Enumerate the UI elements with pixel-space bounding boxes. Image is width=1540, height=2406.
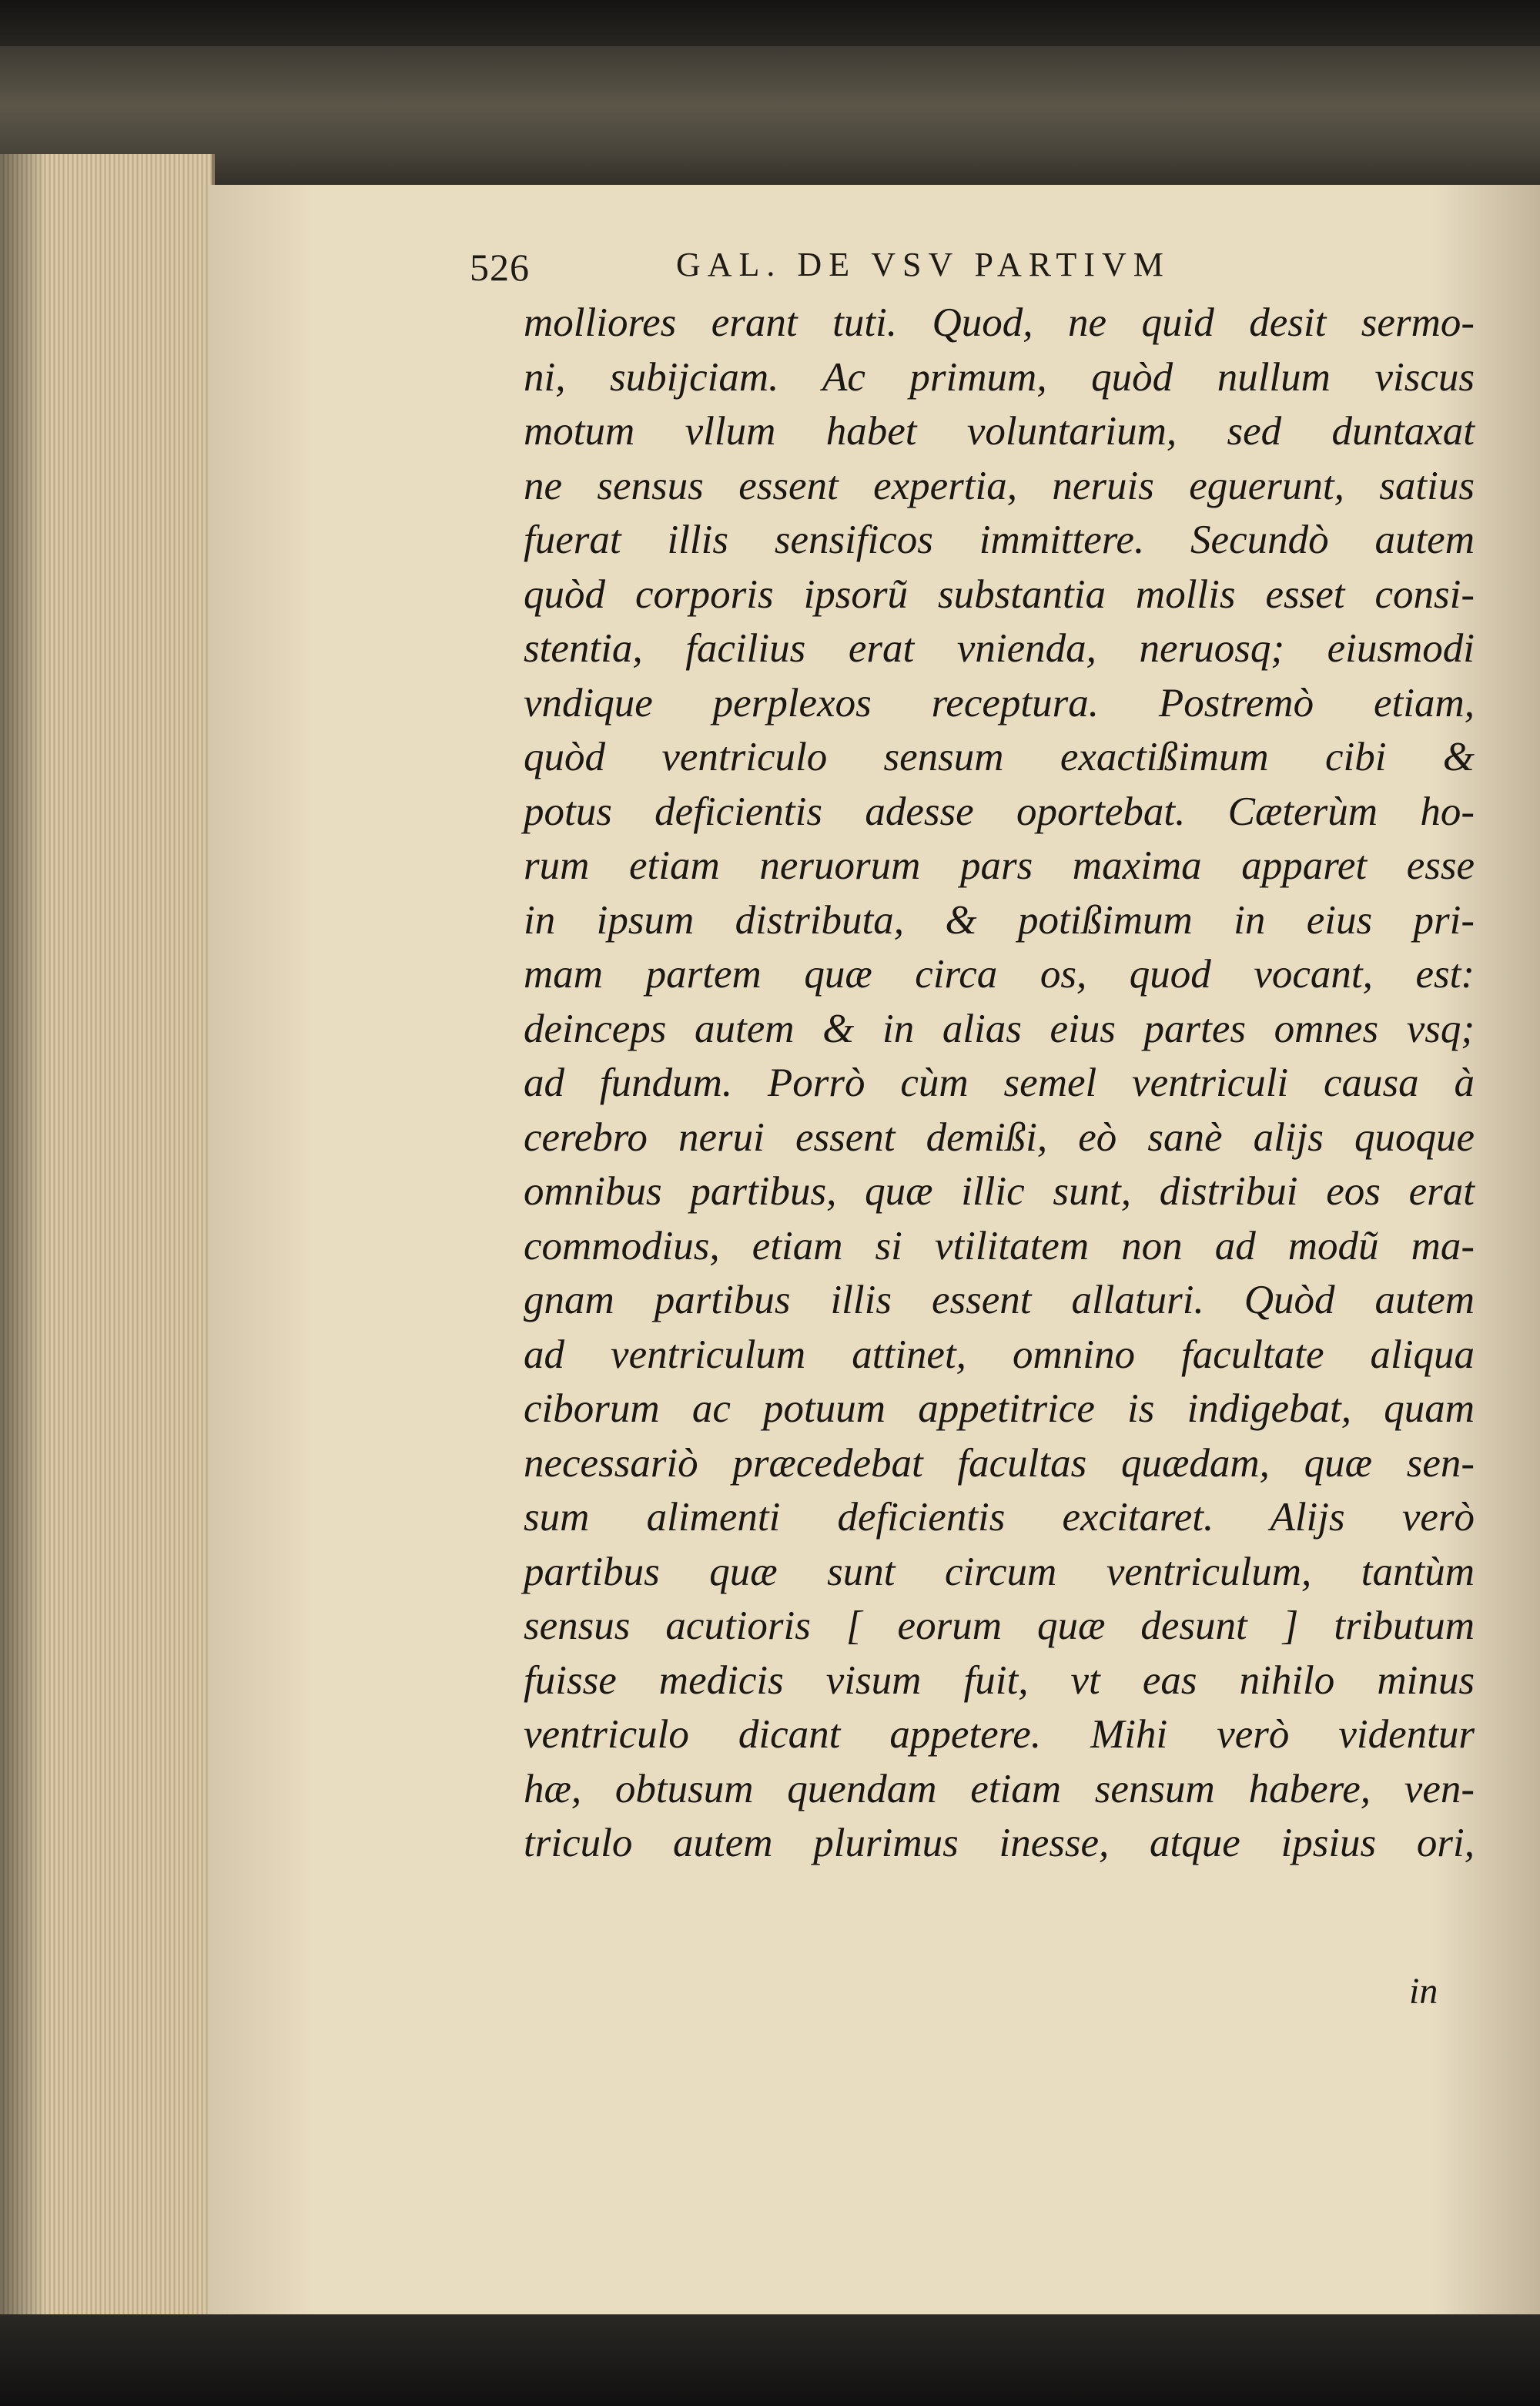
text-line: ni, subijciam. Ac primum, quòd nullum viscus [524,354,1475,400]
text-line: vndique perplexos receptura. Postremò etiam, [524,680,1475,725]
text-line: mam partem quæ circa os, quod vocant, est: [524,952,1475,997]
text-line: ad ventriculum attinet, omnino facultate aliqua [524,1332,1475,1377]
text-line: sensus acutioris [ eorum quæ desunt ] tributum [524,1603,1475,1648]
text-line: triculo autem plurimus inesse, atque ipsius ori, [524,1821,1475,1865]
text-line: potus deficientis adesse oportebat. Cæterùm ho- [524,789,1475,834]
text-line: quòd ventriculo sensum exactißimum cibi & [524,735,1475,779]
text-line: fuisse medicis visum fuit, vt eas nihilo minus [524,1657,1475,1703]
text-line: omnibus partibus, quæ illic sunt, distribui eos erat [524,1169,1475,1214]
text-line: hæ, obtusum quendam etiam sensum habere, ven- [524,1766,1475,1811]
text-line: gnam partibus illis essent allaturi. Quòd autem [524,1278,1475,1322]
page-number: 526 [470,246,530,289]
text-line: quòd corporis ipsorũ substantia mollis esset consi- [524,571,1475,617]
text-line: ne sensus essent expertia, neruis eguerunt, satius [524,463,1475,508]
background-bottom [0,2314,1540,2406]
text-line: deinceps autem & in alias eius partes omnes vsq; [524,1006,1475,1051]
text-line: ad fundum. Porrò cùm semel ventriculi causa à [524,1061,1475,1105]
text-line: stentia, facilius erat vnienda, neruosq; eiusmodi [524,626,1475,671]
text-line: rum etiam neruorum pars maxima apparet esse [524,843,1475,888]
page-edges-shadow [0,154,46,2318]
text-line: partibus quæ sunt circum ventriculum, tantùm [524,1549,1475,1594]
running-title: GAL. DE VSV PARTIVM [676,246,1170,283]
catchword: in [1409,1971,1438,2012]
text-line: necessariò præcedebat facultas quædam, quæ sen- [524,1440,1475,1486]
page-header [470,245,1355,299]
text-line: motum vllum habet voluntarium, sed duntaxat [524,409,1475,454]
text-line: sum alimenti deficientis excitaret. Alijs verò [524,1495,1475,1540]
text-line: molliores erant tuti. Quod, ne quid desit sermo- [524,300,1475,345]
text-line: ciborum ac potuum appetitrice is indigebat, quam [524,1386,1475,1431]
text-line: ventriculo dicant appetere. Mihi verò videntur [524,1712,1475,1757]
book-binding [0,46,1540,193]
body-text [524,296,1475,1871]
text-line: commodius, etiam si vtilitatem non ad modũ ma- [524,1223,1475,1268]
text-line: in ipsum distributa, & potißimum in eius pri- [524,897,1475,943]
text-line: cerebro nerui essent demißi, eò sanè alijs quoque [524,1114,1475,1160]
text-line: fuerat illis sensificos immittere. Secundò autem [524,518,1475,562]
